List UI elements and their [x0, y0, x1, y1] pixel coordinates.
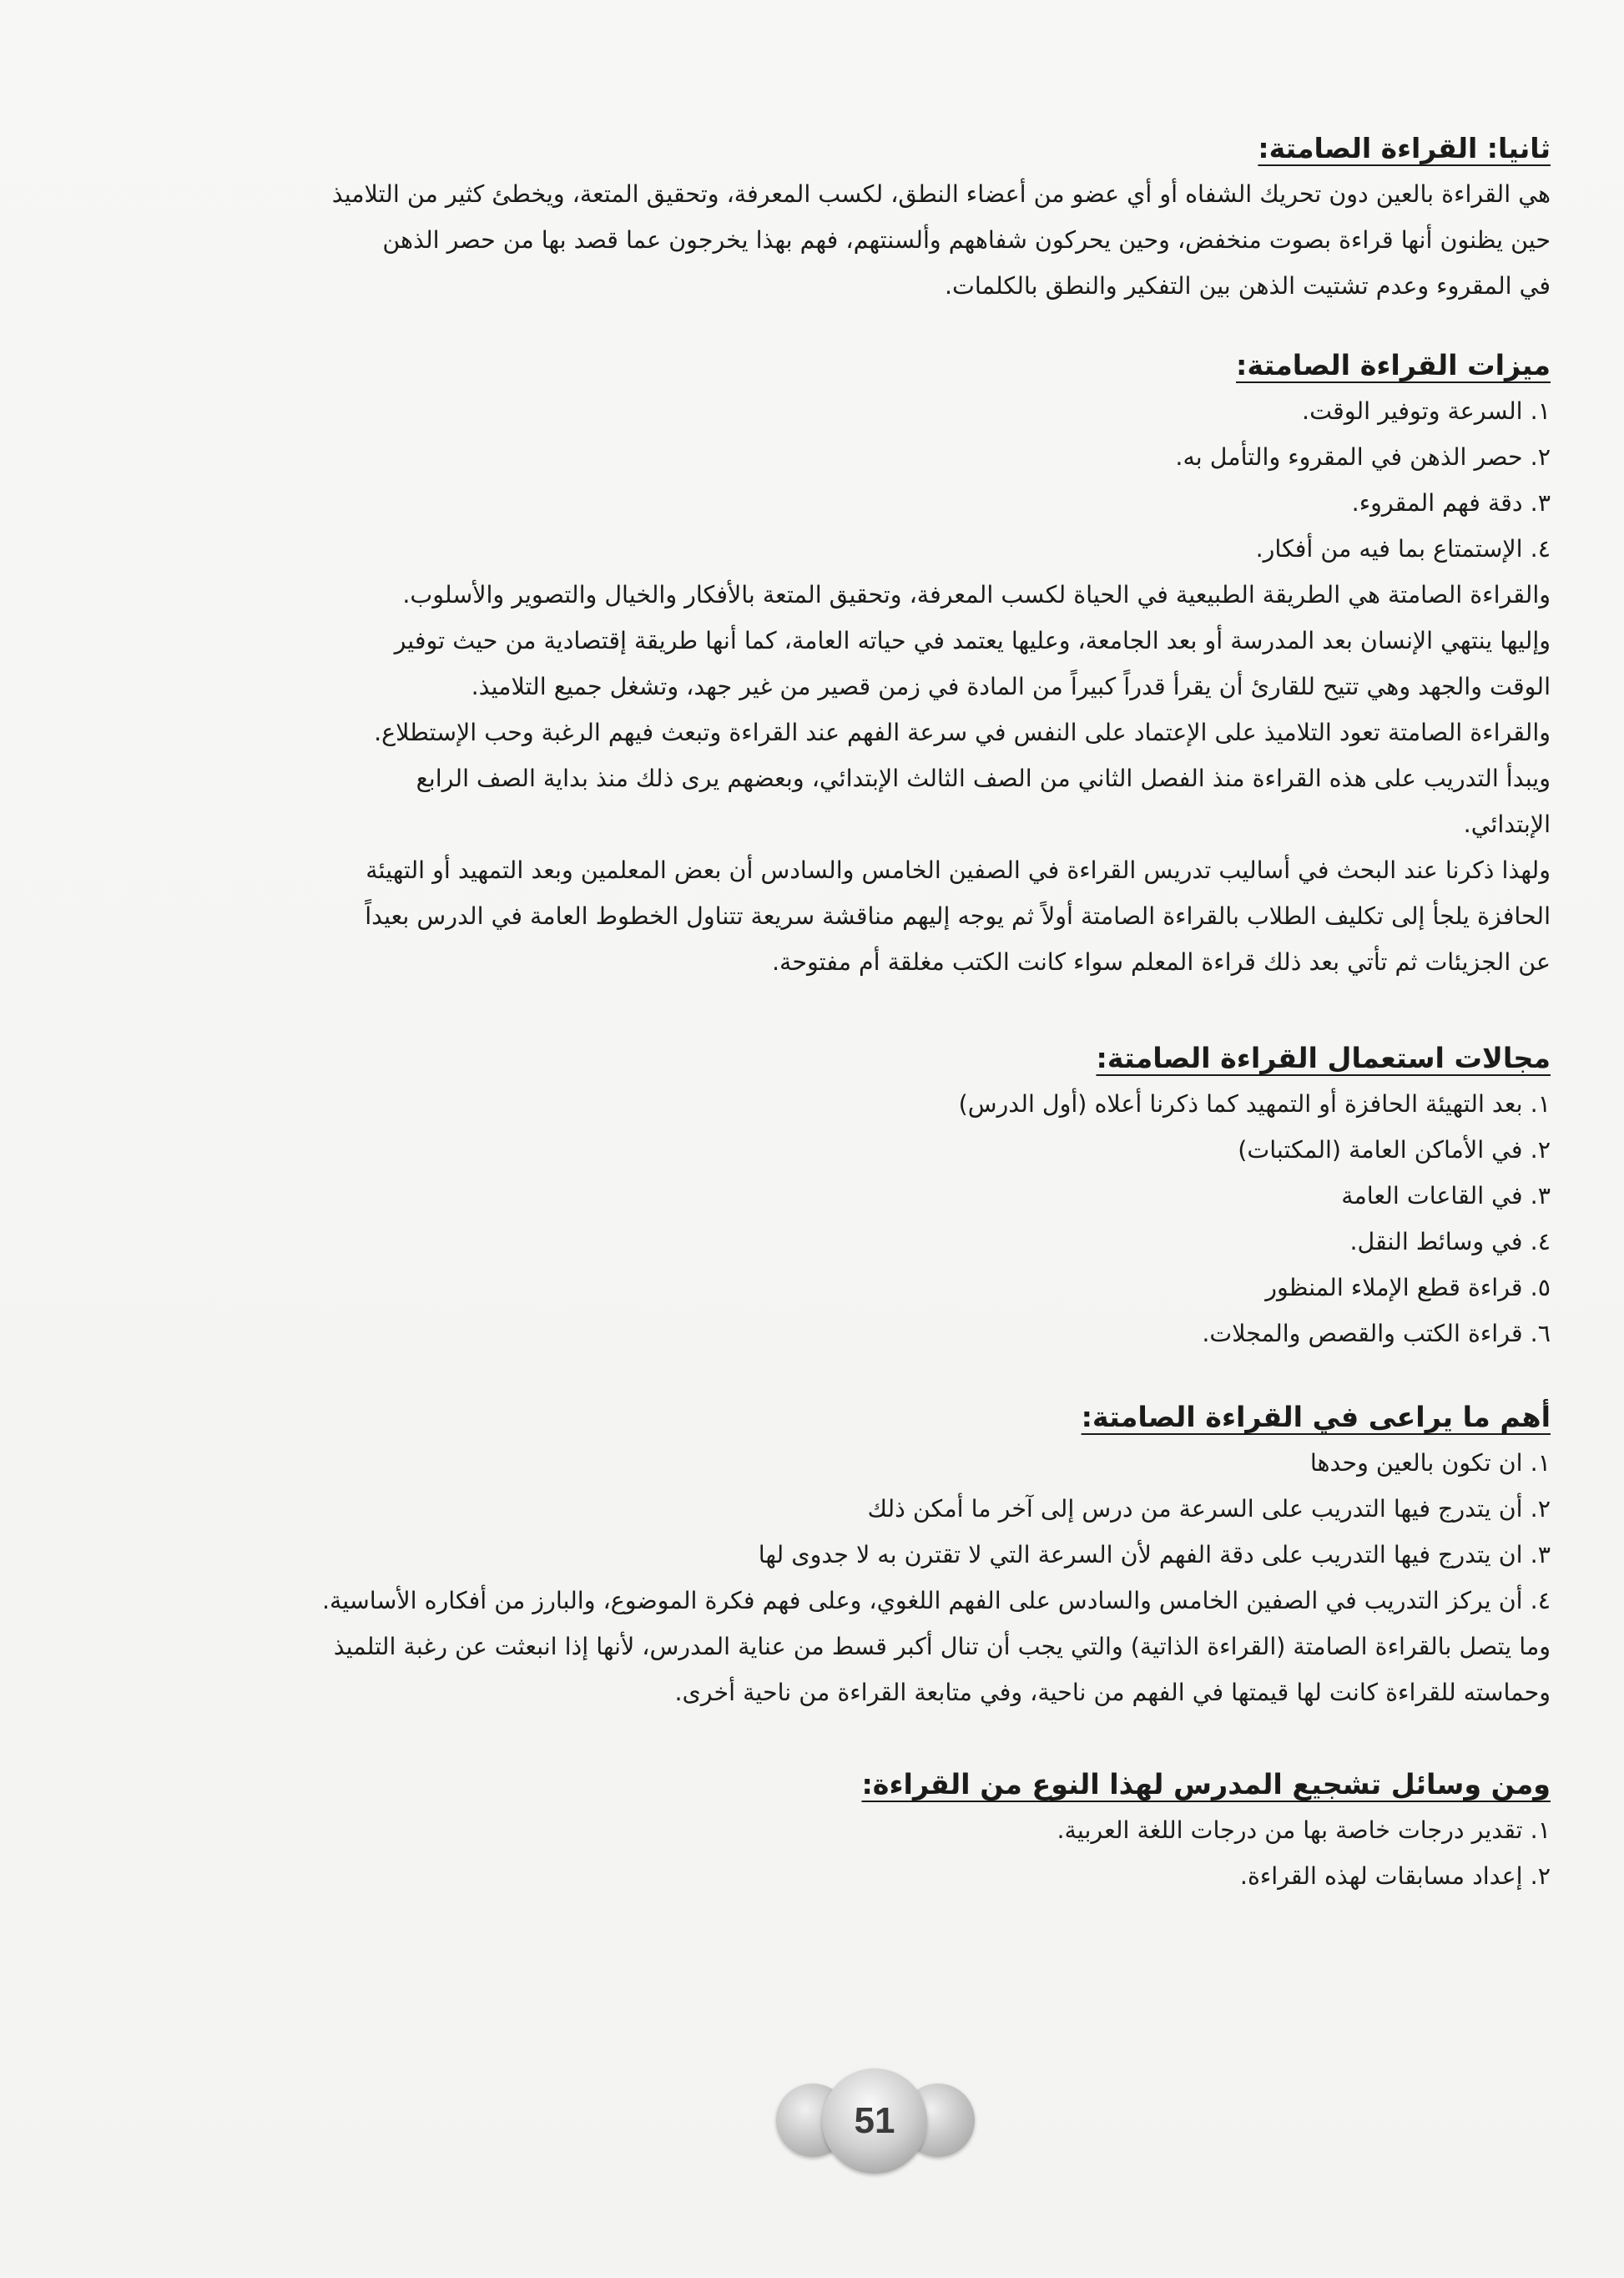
- use-item: ٣. في القاعات العامة: [1341, 1182, 1551, 1210]
- body-line: الإبتدائي.: [1463, 811, 1551, 838]
- intro-line: حين يظنون أنها قراءة بصوت منخفض، وحين يحركون شفاههم وألسنتهم، فهم بهذا يخرجون عما قصد بها من حصر الذهن: [382, 226, 1551, 254]
- heading-considerations: أهم ما يراعى في القراءة الصامتة:: [1081, 1401, 1551, 1433]
- body-line: عن الجزيئات ثم تأتي بعد ذلك قراءة المعلم سواء كانت الكتب مغلقة أم مفتوحة.: [772, 948, 1551, 976]
- intro-line: هي القراءة بالعين دون تحريك الشفاه أو أي عضو من أعضاء النطق، لكسب المعرفة، وتحقيق المتعة، ويخطئ كثير من التلاميذ: [331, 180, 1551, 208]
- body-line: الحافزة يلجأ إلى تكليف الطلاب بالقراءة الصامتة أولاً ثم يوجه إليهم مناقشة سريعة تتناول الخطوط العامة في الدرس بعيداً: [365, 902, 1551, 930]
- feature-item: ٢. حصر الذهن في المقروء والتأمل به.: [1175, 443, 1551, 471]
- use-item: ٤. في وسائط النقل.: [1349, 1228, 1551, 1255]
- consideration-item: ٤. أن يركز التدريب في الصفين الخامس والسادس على الفهم اللغوي، وعلى فهم فكرة الموضوع، والبارز من أفكاره الأساسية.: [321, 1587, 1551, 1614]
- page-content: [142, 125, 1551, 1899]
- closing-line: وما يتصل بالقراءة الصامتة (القراءة الذاتية) والتي يجب أن تنال أكبر قسط من عناية المدرس، لأنها إذا انبعثت عن رغبة التلميذ: [333, 1633, 1551, 1660]
- body-paragraphs: [142, 572, 1551, 985]
- body-line: ويبدأ التدريب على هذه القراءة منذ الفصل الثاني من الصف الثالث الإبتدائي، وبعضهم يرى ذلك منذ بداية الصف الرابع: [416, 765, 1551, 792]
- encouragement-item: ١. تقدير درجات خاصة بها من درجات اللغة العربية.: [1057, 1816, 1551, 1844]
- encouragement-item: ٢. إعداد مسابقات لهذه القراءة.: [1239, 1862, 1551, 1890]
- page-number: 51: [854, 2100, 895, 2141]
- consideration-item: ٣. ان يتدرج فيها التدريب على دقة الفهم لأن السرعة التي لا تقترن به لا جدوى لها: [758, 1541, 1551, 1568]
- heading-encouragement: ومن وسائل تشجيع المدرس لهذا النوع من القراءة:: [861, 1768, 1551, 1801]
- body-line: وإليها ينتهي الإنسان بعد المدرسة أو بعد الجامعة، وعليها يعتمد في حياته العامة، كما أنها طريقة إقتصادية من حيث توفير: [394, 627, 1551, 654]
- feature-item: ١. السرعة وتوفير الوقت.: [1302, 397, 1551, 425]
- features-list: [142, 388, 1551, 572]
- page-number-badge: [776, 2068, 976, 2169]
- badge-bubble-center: [822, 2068, 927, 2174]
- use-item: ٥. قراءة قطع الإملاء المنظور: [1265, 1274, 1551, 1301]
- use-item: ١. بعد التهيئة الحافزة أو التمهيد كما ذكرنا أعلاه (أول الدرس): [958, 1090, 1551, 1118]
- closing-line: وحماسته للقراءة كانت لها قيمتها في الفهم من ناحية، وفي متابعة القراءة من ناحية أخرى.: [674, 1679, 1551, 1706]
- consideration-item: ٢. أن يتدرج فيها التدريب على السرعة من درس إلى آخر ما أمكن ذلك: [867, 1495, 1551, 1523]
- considerations-list: [142, 1440, 1551, 1624]
- body-line: والقراءة الصامتة تعود التلاميذ على الإعتماد على النفس في سرعة الفهم عند القراءة وتبعث فيهم الرغبة وحب الإستطلاع.: [374, 719, 1551, 746]
- intro-paragraph: [142, 171, 1551, 309]
- feature-item: ٣. دقة فهم المقروء.: [1351, 489, 1551, 517]
- closing-paragraph: [142, 1624, 1551, 1715]
- body-line: الوقت والجهد وهي تتيح للقارئ أن يقرأ قدراً كبيراً من المادة في زمن قصير من غير جهد، وتشغل جميع التلاميذ.: [471, 673, 1551, 700]
- feature-item: ٤. الإستمتاع بما فيه من أفكار.: [1255, 535, 1551, 563]
- intro-line: في المقروء وعدم تشتيت الذهن بين التفكير والنطق بالكلمات.: [945, 272, 1551, 300]
- body-line: ولهذا ذكرنا عند البحث في أساليب تدريس القراءة في الصفين الخامس والسادس أن بعض المعلمين وبعد التمهيد أو التهيئة: [366, 856, 1551, 884]
- encouragement-list: [142, 1807, 1551, 1899]
- use-item: ٦. قراءة الكتب والقصص والمجلات.: [1202, 1320, 1551, 1347]
- body-line: والقراءة الصامتة هي الطريقة الطبيعية في الحياة لكسب المعرفة، وتحقيق المتعة بالأفكار والخيال والتصوير والأسلوب.: [402, 581, 1551, 609]
- uses-list: [142, 1081, 1551, 1356]
- consideration-item: ١. ان تكون بالعين وحدها: [1309, 1449, 1551, 1477]
- heading-uses: مجالات استعمال القراءة الصامتة:: [1096, 1042, 1551, 1074]
- use-item: ٢. في الأماكن العامة (المكتبات): [1238, 1136, 1551, 1164]
- heading-features: ميزات القراءة الصامتة:: [1236, 349, 1551, 381]
- heading-silent-reading: ثانيا: القراءة الصامتة:: [1258, 132, 1551, 164]
